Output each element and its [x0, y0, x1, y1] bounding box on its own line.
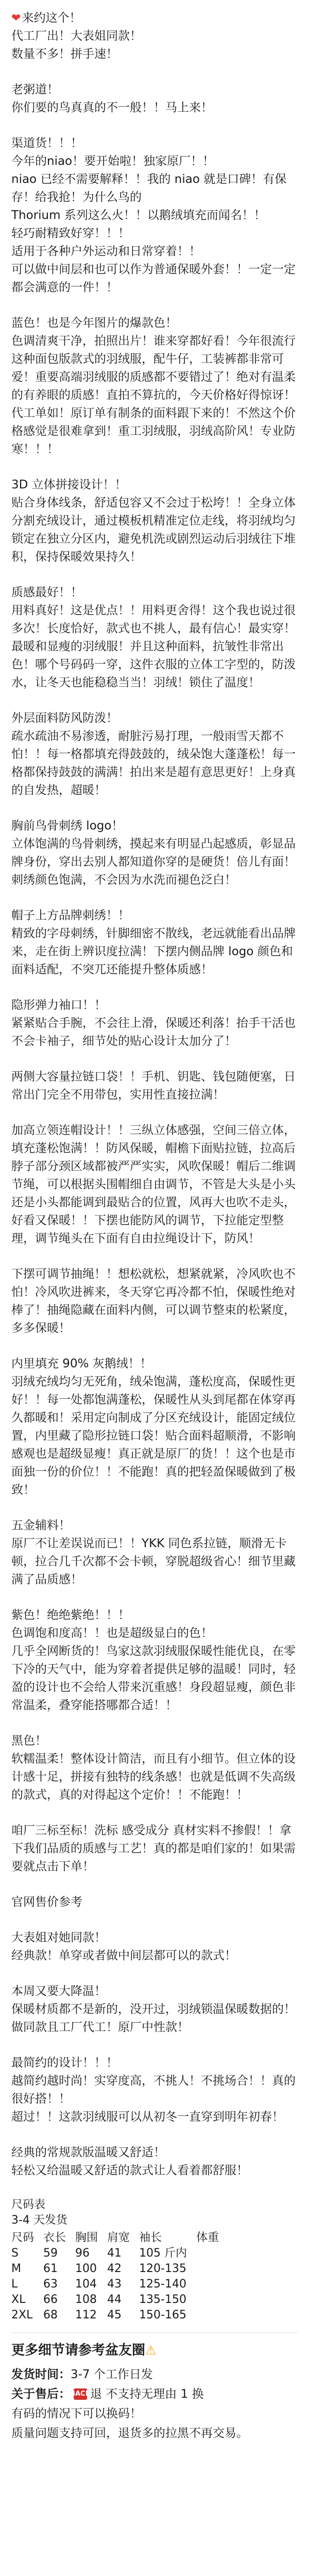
- size-cell: 61: [43, 2262, 58, 2275]
- description-paragraph: [11, 1265, 298, 1337]
- size-header-cell: 衣长: [43, 2231, 66, 2244]
- paragraph-line: 你们要的鸟真真的不一般！！马上来！: [11, 101, 213, 114]
- size-cell: 105 斤内: [139, 2247, 187, 2260]
- size-header-cell: 肩宽: [107, 2231, 130, 2244]
- after-sale-label: 关于售后：: [11, 2387, 71, 2401]
- size-row: [11, 2246, 228, 2261]
- description-paragraph: [11, 1606, 298, 1715]
- paragraph-line: 立体饱满的鸟骨刺绣，摸起来有明显凸起感质，彰显品牌身份，穿出去别人都知道你穿的是硬货！倍儿有面！刺绣颜色饱满，不会因为水洗而褪色泛白！: [11, 837, 296, 887]
- paragraph-line: 紫色！绝绝紫绝！！！: [11, 1608, 130, 1622]
- paragraph-line: 下摆可调节抽绳！！想松就松，想紧就紧，冷风吹也不怕！冷风吹进裤来，冬天穿它再冷都不怕，保暖性绝对棒了！抽绳隐藏在面料内侧，可以调节整束的松紧度，多多保暖！: [11, 1267, 296, 1335]
- paragraph-line: 加高立领连帽设计！！三纵立体感强，空间三倍立体，填充蓬松饱满！！防风保暖，帽檐下面贴拉链，拉高后脖子部分颈区域都被严严实实，风吹保暖！帽后二维调节绳，可以根据头围帽细自由调节，不管是大头是小头还是小头都能调到最贴合的位置，风再大也吹不走头，好看又保暖！！下摆也能防风的调节，下拉能定型整理，调节绳头在下面有自由拉绳设计下，防风！: [11, 1124, 296, 1245]
- paragraph-line: 超过！！这款羽绒服可以从初冬一直穿到明年初春！: [11, 2110, 284, 2124]
- paragraph-line: 咱厂三标至标！洗标 感受成分 真材实料不掺假！！拿下我们品质的质感与工艺！真的都是咱们家的！如果需要就点击下单！: [11, 1824, 296, 1873]
- paragraph-line: 越简约越时尚！实穿度高，不挑人！不挑场合！！真的很好搭！！: [11, 2074, 296, 2106]
- after-sale-row: [11, 2384, 298, 2404]
- heart-icon: ❤: [11, 12, 21, 25]
- size-row: [11, 2308, 228, 2323]
- paragraph-line: 轻巧耐精致好穿！！！: [11, 227, 130, 240]
- paragraph-line: 用料真好！这是优点！！用料更舍得！这个我也说过很多次！长度恰好，款式也不挑人，最有信心！最实穿！最暖和显瘦的羽绒服！并且这种面料，抗皱性非常出色！哪个号码码一穿，这件衣服的立体工字型的，防泼水，让冬天也能稳稳当当！羽绒！锁住了温度！: [11, 604, 296, 689]
- size-table-header: [11, 2230, 228, 2246]
- ship-time-value: 3-7 个工作日发: [71, 2368, 153, 2381]
- paragraph-line: 蓝色！也是今年图片的爆款色！: [11, 316, 177, 330]
- paragraph-line: niao 已经不需要解释！！我的 niao 就是口碑！有保存！给我抢！为什么鸟的: [11, 173, 287, 204]
- quality-line: 有码的情况下可以换码！: [11, 2407, 142, 2420]
- size-row: [11, 2277, 228, 2292]
- paragraph-line: 软糯温柔！整体设计简洁，而且有小细节。但立体的设计感十足，拼接有独特的线条感！也就是低调不失高级的款式，真的对得起这个定价！！不能跑！！: [11, 1752, 296, 1802]
- size-section: [11, 2197, 298, 2323]
- size-cell: 42: [107, 2262, 122, 2275]
- paragraph-line: 数量不多！拼手速！: [11, 47, 118, 61]
- size-title: 尺码表: [11, 2198, 46, 2211]
- paragraph-line: 精致的字母刺绣，针脚细密不散线，老远就能看出品牌来，走在街上辨识度拉满！下摆内侧品牌 logo 颜色和面料适配，不突兀还能提升整体质感！: [11, 927, 296, 976]
- paragraph-line: 老粥道！: [11, 83, 59, 96]
- size-row: [11, 2261, 228, 2277]
- size-cell: [196, 2261, 228, 2277]
- size-table-body: [11, 2246, 228, 2323]
- paragraph-line-text: 来约这个！: [22, 11, 81, 25]
- paragraph-line: 原厂不让差误说而已！！YKK 同色系拉链，顺滑无卡顿，拉合几千次都不会卡顿，穿脱超级省心！细节里藏满了品质感！: [11, 1537, 296, 1586]
- return-line: 质量问题支持可回，退货多的拉黑不再交易。: [11, 2427, 248, 2440]
- paragraph-line: 经典的常规款版温暖又舒适！: [11, 2146, 165, 2159]
- paragraph-line: 保暖材质都不是新的，没开过，羽绒锁温保暖数据的！做同款且工厂代工！原厂中性款！: [11, 2003, 296, 2034]
- paragraph-line: 隐形弹力袖口！！: [11, 998, 106, 1012]
- size-cell: 45: [107, 2309, 122, 2321]
- size-header-cell: 体重: [196, 2231, 219, 2244]
- paragraph-line: 适用于各种户外运动和日常穿着！！: [11, 245, 201, 258]
- description-paragraph: [11, 1517, 298, 1589]
- description-paragraph: [11, 1122, 298, 1248]
- size-cell: 96: [75, 2247, 90, 2260]
- ship-time-label: 发货时间：: [11, 2368, 71, 2381]
- description-paragraph: [11, 2144, 298, 2180]
- size-cell: 150-165: [139, 2309, 186, 2321]
- paragraph-line: 官网售价参考: [11, 1895, 82, 1909]
- paragraph-line: 外层面料防风防泼！: [11, 711, 118, 725]
- paragraph-line: 代工厂出！大表姐同款！: [11, 29, 142, 43]
- description-paragraph: [11, 584, 298, 692]
- description-paragraph: [11, 476, 298, 566]
- size-cell: 120-135: [139, 2262, 186, 2275]
- more-details-title: [11, 2340, 298, 2361]
- size-table: [11, 2230, 228, 2323]
- size-cell: 125-140: [139, 2278, 186, 2291]
- size-cell: [196, 2277, 228, 2292]
- description-paragraph: [11, 817, 298, 889]
- size-note: 3-4 天发货: [11, 2214, 67, 2227]
- paragraph-line: 帽子上方品牌刺绣！！: [11, 909, 130, 922]
- description-paragraph: [11, 709, 298, 800]
- size-cell: 68: [43, 2309, 58, 2321]
- size-cell: 41: [107, 2247, 122, 2260]
- size-cell: [196, 2292, 228, 2308]
- paragraph-line: 几乎全网断货的！鸟家这款羽绒服保暖性能优良，在零下冷的天气中，能为穿着者提供足够的温暖！同时，轻盈的设计也不会给人带来沉重感！身段超显瘦，颜色非常温柔，叠穿能搭哪都合适！！: [11, 1645, 296, 1712]
- paragraph-line: 羽绒充绒均匀无死角，绒朵饱满，蓬松度高，保暖性更好！！每一处都饱满蓬松，保暖性从头到尾都在体穿再久都暖和！采用定向制成了分区充绒设计，能固定绒位置，内里藏了隐形拉链口袋！贴合面料超顺滑，不影响感观也是超级显瘦！真正就是原厂的货！！这个也是市面独一份的价位！！不能跑！真的把轻盈保暖做到了极致！: [11, 1375, 296, 1497]
- paragraph-line: 今年的niao！要开始啦！独家原厂！！: [11, 155, 215, 168]
- description-paragraph: [11, 907, 298, 979]
- size-header-cell: 尺码: [11, 2231, 35, 2244]
- size-cell: 2XL: [11, 2309, 33, 2321]
- description-paragraph: [11, 2054, 298, 2126]
- paragraph-line: 大表姐对她同款！: [11, 1931, 106, 1944]
- size-cell: L: [11, 2278, 18, 2291]
- divider: [11, 2332, 298, 2333]
- size-cell: M: [11, 2262, 21, 2275]
- paragraph-line: 质感最好！！: [11, 586, 82, 599]
- paragraph-line: 轻松又给温暖又舒适的款式让人看着都舒服！: [11, 2164, 248, 2177]
- description-paragraph: [11, 996, 298, 1050]
- size-cell: 59: [43, 2247, 58, 2260]
- paragraph-line: 代工单如！原订单有制条的面料跟下来的！不然这个价格感觉是很难拿到！重工羽绒服，羽绒高阶风！专业防寒！！！: [11, 406, 296, 456]
- size-header-cell: 袖长: [139, 2231, 162, 2244]
- paragraph-line: 黑色！: [11, 1734, 47, 1748]
- description-paragraph: [11, 1929, 298, 1965]
- description-paragraph: [11, 1982, 298, 2037]
- paragraph-line: 疏水疏油不易渗透，耐脏污易打理，一般雨雪天都不怕！！每一格都填充得鼓鼓的，绒朵饱大蓬蓬松！每一格都保持鼓鼓的满满！拍出来是超有意思更好！上身真的自发热，超暖！: [11, 730, 296, 797]
- size-cell: [196, 2246, 228, 2261]
- paragraph-line: 贴合身体线条，舒适包容又不会过于松垮！！全身立体分割充绒设计，通过模板机精准定位走线，将羽绒均匀锁定在独立分区内，避免机洗或剧烈运动后羽绒往下堆积，保持保暖效果持久！: [11, 496, 296, 564]
- paragraph-line: 渠道货！！！: [11, 137, 82, 150]
- paragraph-line: 可以做中间层和也可以作为普通保暖外套！！一定一定都会满意的一件！！: [11, 263, 296, 294]
- paragraph-line: 胸前鸟骨刺绣 logo！: [11, 819, 124, 833]
- description-paragraph: [11, 134, 298, 297]
- paragraph-line: Thorium 系列这么火！！以鹅绒填充而闻名！！: [11, 209, 266, 222]
- size-cell: 43: [107, 2278, 122, 2291]
- size-cell: 44: [107, 2293, 122, 2306]
- size-cell: 66: [43, 2293, 58, 2306]
- size-cell: 135-150: [139, 2293, 186, 2306]
- paragraph-line: 3D 立体拼接设计！！: [11, 478, 127, 492]
- paragraph-line: 两侧大容量拉链口袋！！手机、钥匙、钱包随便塞，日常出门完全不用带包，实用性直接拉满！: [11, 1070, 296, 1101]
- description-paragraph: [11, 1068, 298, 1104]
- description-paragraph: [11, 1893, 298, 1911]
- paragraph-line: [11, 9, 298, 27]
- after-sale-value: 退 不支持无理由 1 换: [90, 2387, 204, 2401]
- size-cell: 112: [75, 2309, 97, 2321]
- paragraph-line: 紧紧贴合手腕，不会往上滑，保暖还利落！抬手干活也不会卡袖子，细节处的贴心设计太加分了！: [11, 1016, 296, 1048]
- paragraph-line: 经典款！单穿或者做中间层都可以的款式！: [11, 1949, 236, 1962]
- description-paragraph: [11, 1822, 298, 1876]
- size-cell: [196, 2308, 228, 2323]
- warning-icon: ⚠: [145, 2343, 157, 2358]
- size-row: [11, 2292, 228, 2308]
- size-cell: XL: [11, 2293, 26, 2306]
- size-cell: 63: [43, 2278, 58, 2291]
- back-badge-icon: BACK: [74, 2388, 87, 2400]
- description-paragraph: [11, 9, 298, 63]
- ship-time-row: [11, 2365, 298, 2384]
- description-paragraph: [11, 314, 298, 459]
- description-paragraph: [11, 81, 298, 117]
- size-cell: 108: [75, 2293, 97, 2306]
- paragraph-line: 色调饱和度高！！也是超级显白的色！: [11, 1626, 213, 1640]
- size-cell: 100: [75, 2262, 97, 2275]
- paragraph-line: 本周又要大降温！: [11, 1985, 106, 1998]
- paragraph-line: 五金辅料！: [11, 1519, 71, 1532]
- description-paragraph: [11, 1355, 298, 1499]
- more-details-title-text: 更多细节请参考盆友圈: [11, 2343, 146, 2358]
- paragraph-line: 最简约的设计！！！: [11, 2056, 118, 2070]
- paragraph-line: 内里填充 90% 灰鹅绒！！: [11, 1357, 152, 1370]
- description-paragraphs: [11, 9, 298, 2180]
- size-header-cell: 胸围: [75, 2231, 98, 2244]
- size-cell: S: [11, 2247, 19, 2260]
- description-paragraph: [11, 1732, 298, 1804]
- size-cell: 104: [75, 2278, 97, 2291]
- paragraph-line: 色调清爽干净，拍照出片！谁来穿都好看！今年很流行这种面包版款式的羽绒服，配牛仔，工装裤都非常可爱！重要高端羽绒服的质感都不要错过了！绝对有温柔的有养眼的质感！直拍不算抗的，今天价格好得惊讶！: [11, 334, 296, 402]
